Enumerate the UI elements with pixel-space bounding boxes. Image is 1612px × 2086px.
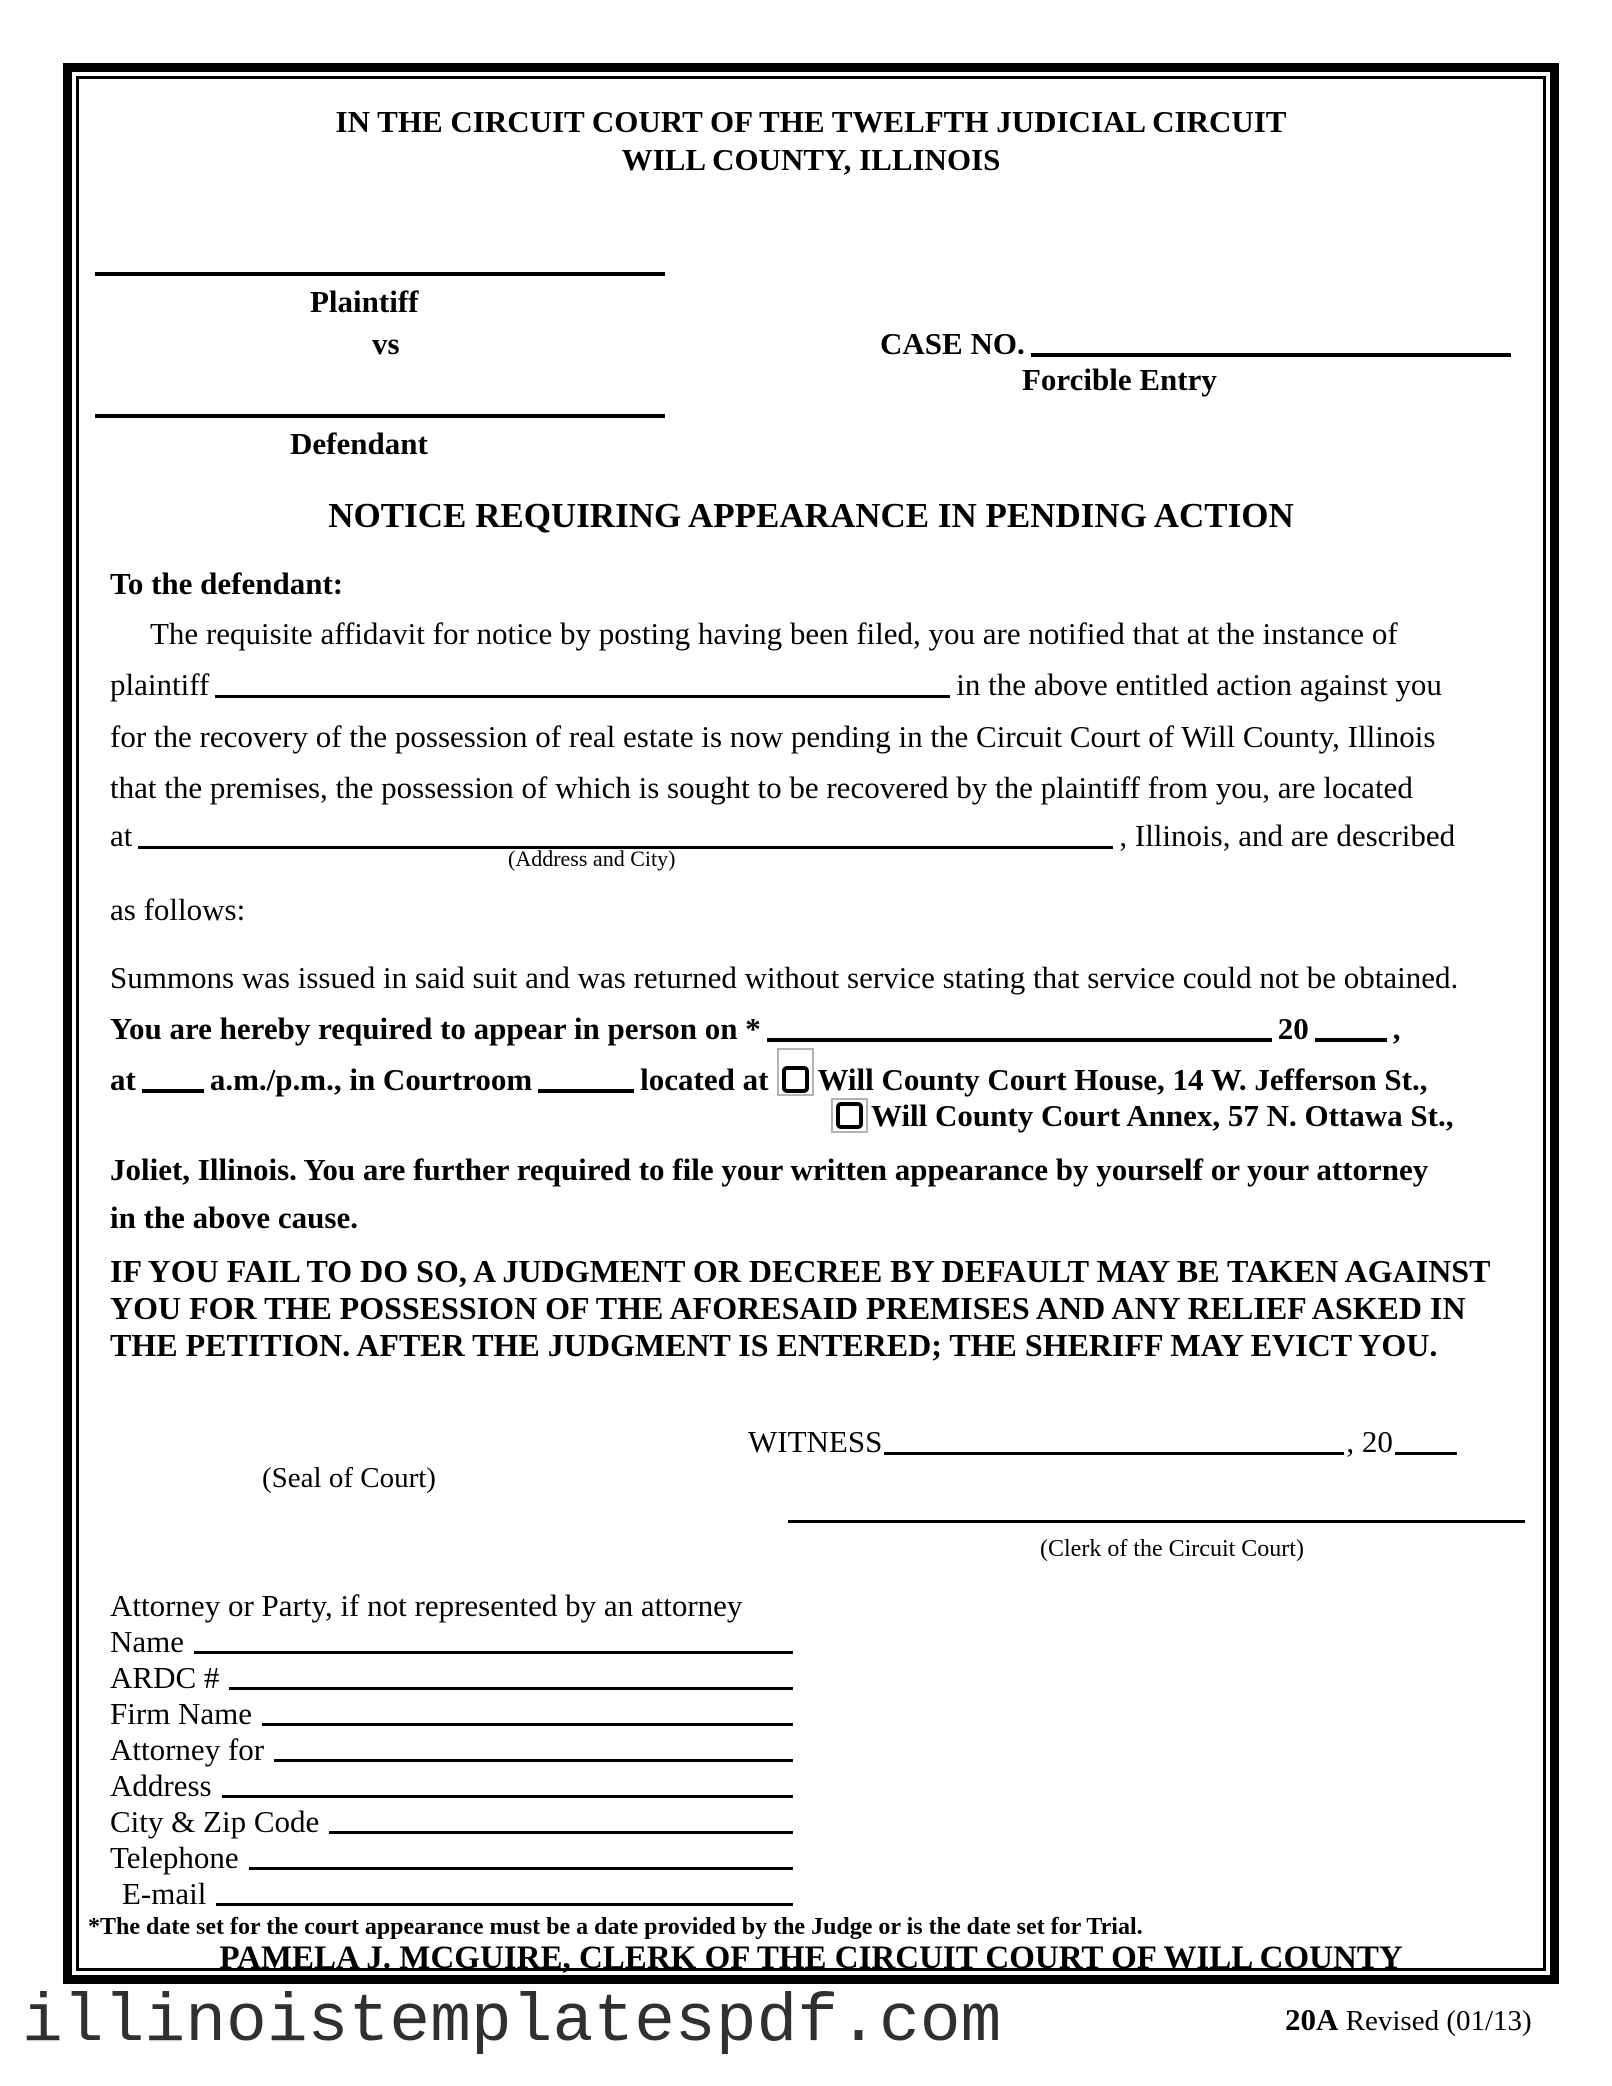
- attorney-field-row: [110, 1624, 793, 1660]
- to-defendant-label: To the defendant:: [110, 566, 344, 601]
- witness-year-blank: [1395, 1452, 1457, 1455]
- attorney-field-label-name: Name: [110, 1624, 185, 1659]
- attorney-ardc-blank: [229, 1687, 793, 1690]
- clerk-caption: (Clerk of the Circuit Court): [1040, 1536, 1304, 1562]
- attorney-name-blank: [194, 1651, 793, 1654]
- attorney-field-label-ardc: ARDC #: [110, 1660, 220, 1695]
- trial-date-footnote: *The date set for the court appearance must be a date provided by the Judge or is the date set for Trial.: [88, 1914, 1143, 1940]
- plaintiff-label: Plaintiff: [310, 284, 419, 319]
- appear-20: 20: [1277, 1011, 1309, 1046]
- appear-year-blank: [1315, 1038, 1387, 1042]
- attorney-field-row: [110, 1876, 793, 1912]
- joliet-line: Joliet, Illinois. You are further required to file your written appearance by yourself or your attorney: [110, 1152, 1429, 1187]
- case-no-blank: [1031, 353, 1511, 357]
- form-number: 20A: [1285, 2002, 1339, 2037]
- form-revision: [1338, 2005, 1345, 2037]
- courthouse1-label: Will County Court House, 14 W. Jefferson St.,: [817, 1062, 1428, 1097]
- paragraph1-line1: The requisite affidavit for notice by posting having been filed, you are notified that at the instance of: [150, 616, 1398, 651]
- time-blank: [142, 1089, 204, 1093]
- attorney-for-blank: [274, 1759, 793, 1762]
- warning-line2: YOU FOR THE POSSESSION OF THE AFORESAID PREMISES AND ANY RELIEF ASKED IN: [110, 1290, 1466, 1326]
- paragraph1-line3: for the recovery of the possession of real estate is now pending in the Circuit Court of Will County, Illinois: [110, 719, 1436, 754]
- attorney-field-label-telephone: Telephone: [110, 1840, 239, 1875]
- paragraph1-line2-suffix: in the above entitled action against you: [956, 667, 1442, 702]
- appear-prefix: You are hereby required to appear in person on *: [110, 1011, 761, 1046]
- paragraph1-line5-suffix: , Illinois, and are described: [1119, 818, 1456, 853]
- appear-comma: ,: [1392, 1011, 1401, 1046]
- form-number-line: [1285, 2002, 1532, 2038]
- attorney-telephone-blank: [249, 1867, 793, 1870]
- at-label: at: [110, 1062, 136, 1097]
- at-prefix: at: [110, 818, 133, 853]
- attorney-firm-blank: [262, 1723, 793, 1726]
- attorney-field-label-attorney-for: Attorney for: [110, 1732, 265, 1767]
- seal-caption: (Seal of Court): [262, 1462, 436, 1494]
- attorney-field-label-city-zip: City & Zip Code: [110, 1804, 320, 1839]
- witness-line: [748, 1424, 1459, 1460]
- case-no-label: CASE NO.: [880, 326, 1025, 361]
- attorney-email-blank: [216, 1903, 793, 1906]
- warning-line1: IF YOU FAIL TO DO SO, A JUDGMENT OR DECREE BY DEFAULT MAY BE TAKEN AGAINST: [110, 1253, 1491, 1289]
- form-revision-text: Revised (01/13): [1345, 2005, 1532, 2037]
- court-house-checkbox[interactable]: [782, 1066, 809, 1093]
- clerk-name-line: PAMELA J. MCGUIRE, CLERK OF THE CIRCUIT COURT OF WILL COUNTY: [219, 1940, 1403, 1976]
- defendant-label: Defendant: [290, 426, 428, 461]
- courthouse2-label: Will County Court Annex, 57 N. Ottawa St.,: [871, 1098, 1454, 1133]
- appear-date-blank: [767, 1038, 1272, 1042]
- attorney-city-zip-blank: [329, 1831, 793, 1834]
- court-annex-line: [822, 1098, 1453, 1134]
- attorney-field-row: [110, 1840, 793, 1876]
- attorney-field-row: [110, 1804, 793, 1840]
- witness-name-blank: [884, 1452, 1344, 1455]
- attorney-field-row: [110, 1732, 793, 1768]
- located-at-label: located at: [640, 1062, 769, 1097]
- appear-line: [110, 1011, 1401, 1047]
- attorney-heading: Attorney or Party, if not represented by an attorney: [110, 1588, 743, 1623]
- plaintiff-name-blank: [215, 695, 950, 698]
- ampm-courtroom-label: a.m./p.m., in Courtroom: [209, 1062, 533, 1097]
- address-caption: (Address and City): [508, 846, 676, 871]
- as-follows-label: as follows:: [110, 892, 246, 927]
- attorney-field-label-firm: Firm Name: [110, 1696, 253, 1731]
- courtroom-blank: [538, 1089, 634, 1093]
- courtroom-line: [110, 1062, 1427, 1098]
- attorney-field-label-email: E-mail: [122, 1876, 207, 1911]
- witness-comma-20: , 20: [1346, 1424, 1393, 1459]
- vs-label: vs: [372, 326, 400, 361]
- attorney-field-row: [110, 1768, 793, 1804]
- warning-line3: THE PETITION. AFTER THE JUDGMENT IS ENTERED; THE SHERIFF MAY EVICT YOU.: [110, 1327, 1438, 1363]
- plaintiff-prefix: plaintiff: [110, 667, 210, 702]
- paragraph1-line5: [110, 818, 1455, 854]
- paragraph1-line2: [110, 667, 1442, 703]
- attorney-field-row: [110, 1660, 793, 1696]
- defendant-name-line: [95, 414, 665, 418]
- court-header-line2: WILL COUNTY, ILLINOIS: [621, 142, 1001, 177]
- case-no-row: [880, 326, 1517, 362]
- attorney-field-label-address: Address: [110, 1768, 212, 1803]
- paragraph1-line4: that the premises, the possession of which is sought to be recovered by the plaintiff from you, are located: [110, 770, 1413, 805]
- form-title: NOTICE REQUIRING APPEARANCE IN PENDING ACTION: [328, 496, 1294, 535]
- clerk-signature-line: [788, 1520, 1525, 1523]
- attorney-address-blank: [222, 1795, 793, 1798]
- court-annex-checkbox[interactable]: [836, 1102, 863, 1129]
- summons-line: Summons was issued in said suit and was returned without service stating that service could not be obtained.: [110, 960, 1459, 995]
- case-type-label: Forcible Entry: [1022, 362, 1217, 397]
- court-header-line1: IN THE CIRCUIT COURT OF THE TWELFTH JUDICIAL CIRCUIT: [335, 104, 1287, 139]
- witness-label: WITNESS: [748, 1424, 883, 1459]
- attorney-field-row: [110, 1696, 793, 1732]
- above-cause-line: in the above cause.: [110, 1200, 358, 1235]
- watermark-text: illinoistemplatespdf.com: [22, 1984, 1002, 2061]
- plaintiff-name-line: [95, 272, 665, 276]
